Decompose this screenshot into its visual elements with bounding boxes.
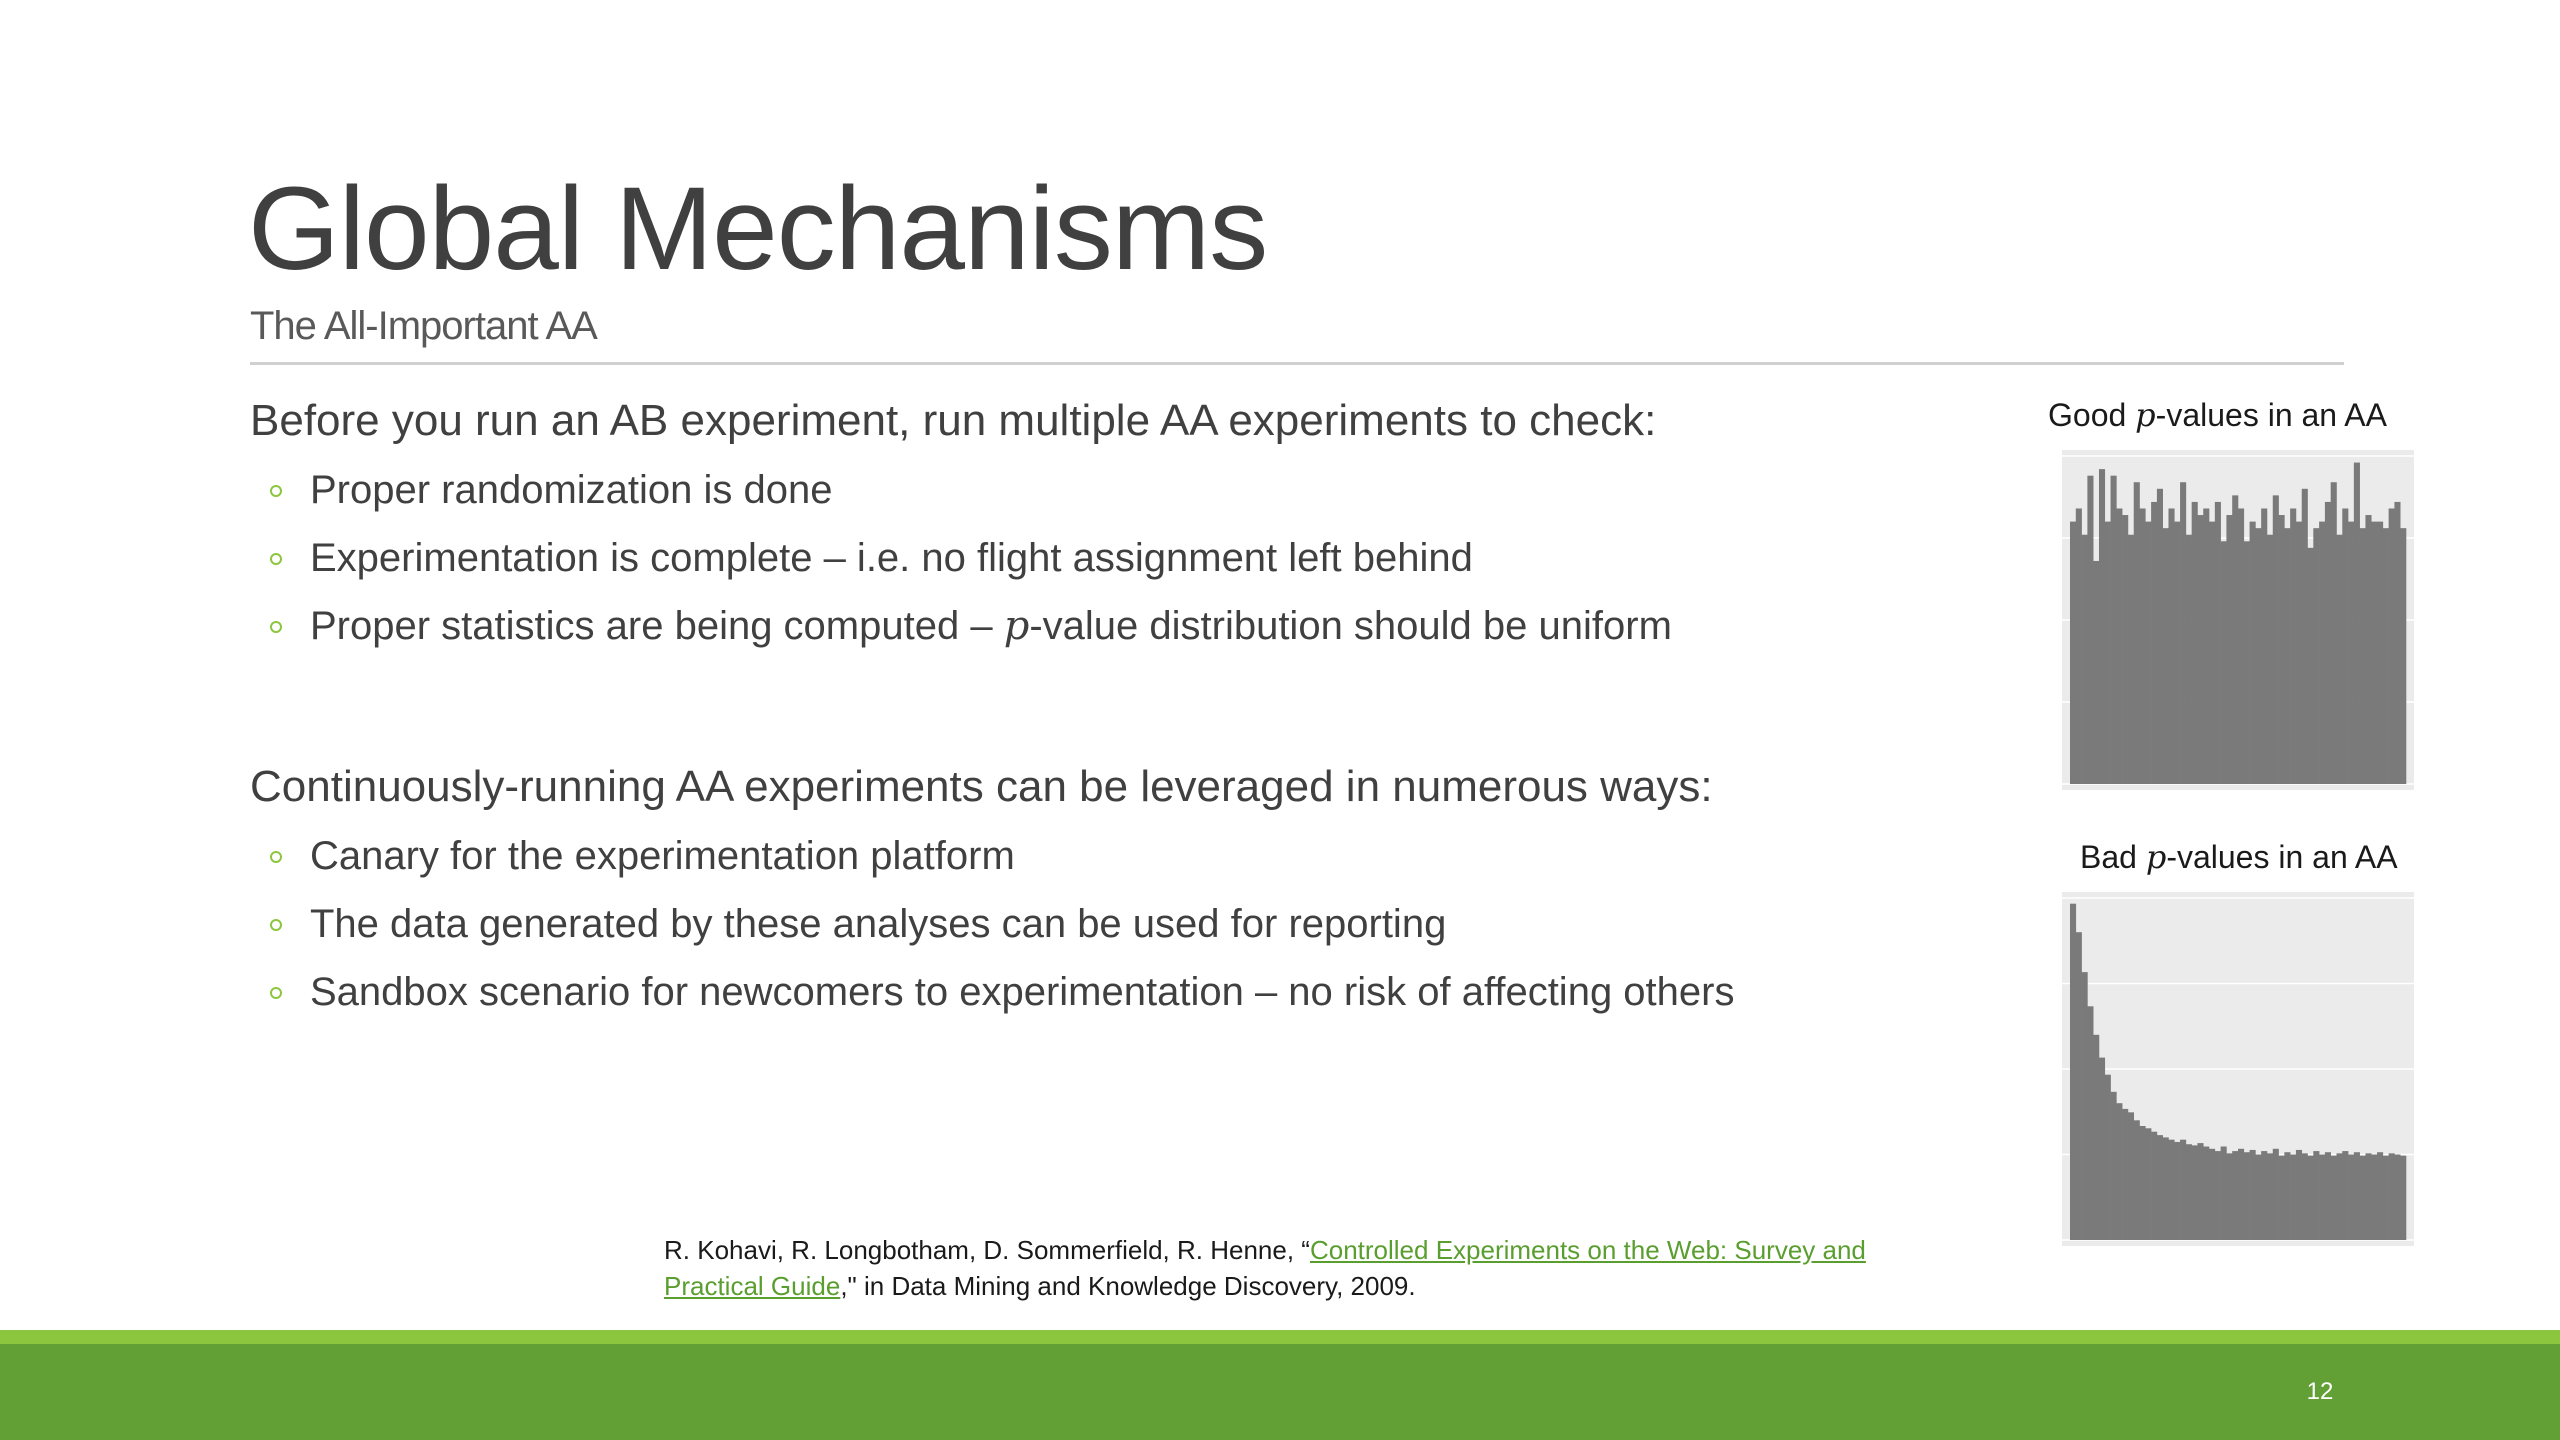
histogram-bar	[2192, 502, 2198, 784]
histogram-bar	[2232, 495, 2238, 784]
histogram-bar	[2261, 1151, 2267, 1240]
footer-bar	[0, 1344, 2560, 1440]
histogram-bar	[2134, 482, 2140, 784]
histogram-bar	[2215, 502, 2221, 784]
section2-bullet-list	[268, 822, 1734, 1026]
bullet-text: Proper randomization is done	[310, 468, 833, 512]
histogram-bar	[2151, 1132, 2157, 1240]
section1-heading: Before you run an AB experiment, run multiple AA experiments to check:	[250, 396, 1657, 445]
histogram-bar	[2140, 1126, 2146, 1240]
histogram-bar	[2371, 1155, 2377, 1241]
histogram-bar	[2145, 1128, 2151, 1240]
histogram-bar	[2116, 1103, 2122, 1240]
histogram-bar	[2261, 508, 2267, 784]
histogram-bar	[2313, 528, 2319, 784]
histogram-bar	[2151, 502, 2157, 784]
histogram-bar	[2180, 1140, 2186, 1240]
histogram-bar	[2365, 515, 2371, 784]
bullet-item	[268, 890, 1734, 958]
histogram-bar	[2128, 1112, 2134, 1240]
histogram-bar	[2082, 535, 2088, 784]
histogram-bar	[2244, 1152, 2250, 1240]
bullet-text: Proper statistics are being computed –	[310, 604, 1004, 648]
histogram-bar	[2394, 1155, 2400, 1241]
histogram-bar	[2244, 541, 2250, 784]
page-number: 12	[2306, 1378, 2334, 1405]
histogram-bar	[2180, 482, 2186, 784]
reference-citation	[664, 1232, 1924, 1304]
histogram-bar	[2354, 463, 2360, 784]
histogram-bar	[2290, 1155, 2296, 1241]
histogram-bar	[2186, 1144, 2192, 1240]
histogram-bar	[2122, 515, 2128, 784]
histogram-bar	[2255, 528, 2261, 784]
histogram-bar	[2383, 1156, 2389, 1240]
histogram-bar	[2400, 1156, 2406, 1240]
histogram-bar	[2279, 515, 2285, 784]
histogram-bar	[2168, 1140, 2174, 1240]
histogram-bar	[2226, 515, 2232, 784]
histogram-bar	[2203, 1147, 2209, 1240]
histogram-bar	[2389, 508, 2395, 784]
histogram-bar	[2157, 489, 2163, 784]
histogram-bar	[2221, 541, 2227, 784]
histogram-bar	[2250, 522, 2256, 784]
histogram-bar	[2342, 508, 2348, 784]
histogram-bar	[2319, 522, 2325, 784]
histogram-bar	[2302, 489, 2308, 784]
histogram-bar	[2140, 508, 2146, 784]
histogram-bar	[2290, 508, 2296, 784]
section2-heading: Continuously-running AA experiments can be leveraged in numerous ways:	[250, 762, 1713, 811]
histogram-bar	[2238, 1149, 2244, 1240]
bullet-circle-icon	[270, 851, 282, 863]
histogram-bar	[2336, 1153, 2342, 1240]
bullet-text: Canary for the experimentation platform	[310, 834, 1015, 878]
histogram-bar	[2296, 1150, 2302, 1240]
histogram-bar	[2099, 1058, 2105, 1240]
histogram-bar	[2267, 1153, 2273, 1240]
good-pvalues-histogram	[2036, 442, 2420, 814]
histogram-bar	[2319, 1155, 2325, 1241]
histogram-bar	[2122, 1109, 2128, 1240]
histogram-bar	[2093, 561, 2099, 784]
histogram-bar	[2394, 502, 2400, 784]
histogram-bar	[2087, 476, 2093, 784]
reference-suffix: ," in Data Mining and Knowledge Discovery, 2009.	[840, 1271, 1416, 1301]
reference-link[interactable]: Controlled Experiments on the Web: Survey and Practical Guide	[664, 1235, 1866, 1301]
histogram-bar	[2076, 508, 2082, 784]
histogram-bar	[2308, 1156, 2314, 1240]
footer-accent-bar	[0, 1330, 2560, 1344]
histogram-bar	[2331, 482, 2337, 784]
histogram-bar	[2168, 508, 2174, 784]
histogram-bar	[2099, 469, 2105, 784]
histogram-bar	[2365, 1153, 2371, 1240]
histogram-bar	[2209, 522, 2215, 784]
histogram-bar	[2157, 1135, 2163, 1240]
histogram-bar	[2273, 1149, 2279, 1240]
histogram-bar	[2221, 1147, 2227, 1240]
histogram-bar	[2197, 1143, 2203, 1240]
histogram-bar	[2400, 528, 2406, 784]
histogram-bar	[2302, 1153, 2308, 1240]
histogram-bar	[2279, 1156, 2285, 1240]
bullet-item	[268, 958, 1734, 1026]
bad-pvalues-histogram	[2036, 884, 2420, 1270]
histogram-bar	[2360, 528, 2366, 784]
histogram-bar	[2128, 535, 2134, 784]
histogram-bar	[2336, 535, 2342, 784]
histogram-bar	[2232, 1151, 2238, 1240]
histogram-bar	[2105, 1075, 2111, 1240]
histogram-bar	[2273, 495, 2279, 784]
histogram-bar	[2186, 535, 2192, 784]
reference-authors: R. Kohavi, R. Longbotham, D. Sommerfield, R. Henne, “	[664, 1235, 1310, 1265]
bullet-item	[268, 456, 1672, 524]
bullet-text: Experimentation is complete – i.e. no flight assignment left behind	[310, 536, 1473, 580]
histogram-bar	[2145, 522, 2151, 784]
bullet-text: -value distribution should be uniform	[1029, 604, 1672, 648]
bullet-item	[268, 524, 1672, 592]
histogram-bar	[2082, 972, 2088, 1240]
histogram-bar	[2255, 1155, 2261, 1241]
bullet-text: The data generated by these analyses can be used for reporting	[310, 902, 1447, 946]
bullet-circle-icon	[270, 485, 282, 497]
histogram-bar	[2076, 932, 2082, 1240]
histogram-bar	[2267, 535, 2273, 784]
good-pvalues-caption: Good p-values in an AA	[2048, 396, 2387, 434]
histogram-bar	[2093, 1035, 2099, 1240]
slide-subtitle: The All-Important AA	[250, 304, 597, 348]
histogram-bar	[2174, 1142, 2180, 1240]
histogram-bar	[2348, 522, 2354, 784]
histogram-bar	[2354, 1152, 2360, 1240]
histogram-bar	[2250, 1150, 2256, 1240]
bullet-item	[268, 592, 1672, 660]
histogram-bar	[2348, 1155, 2354, 1241]
histogram-bar	[2192, 1145, 2198, 1240]
histogram-bar	[2313, 1151, 2319, 1240]
histogram-bar	[2203, 508, 2209, 784]
histogram-bar	[2308, 548, 2314, 784]
histogram-bar	[2070, 522, 2076, 784]
bad-pvalues-caption: Bad p-values in an AA	[2080, 838, 2398, 876]
title-divider	[250, 362, 2344, 365]
histogram-bar	[2342, 1151, 2348, 1240]
histogram-bar	[2174, 522, 2180, 784]
histogram-bar	[2197, 515, 2203, 784]
histogram-bar	[2070, 904, 2076, 1240]
histogram-bar	[2389, 1153, 2395, 1240]
histogram-bar	[2377, 1152, 2383, 1240]
histogram-bar	[2284, 1152, 2290, 1240]
bullet-circle-icon	[270, 553, 282, 565]
histogram-bar	[2105, 522, 2111, 784]
histogram-bar	[2325, 1152, 2331, 1240]
histogram-bar	[2360, 1156, 2366, 1240]
p-symbol: p	[1003, 603, 1030, 649]
bullet-circle-icon	[270, 621, 282, 633]
histogram-bar	[2383, 528, 2389, 784]
bullet-circle-icon	[270, 919, 282, 931]
histogram-bar	[2377, 522, 2383, 784]
histogram-bar	[2325, 502, 2331, 784]
bullet-circle-icon	[270, 987, 282, 999]
slide-title: Global Mechanisms	[248, 163, 1268, 295]
histogram-bar	[2215, 1151, 2221, 1240]
histogram-bar	[2111, 476, 2117, 784]
histogram-bar	[2116, 508, 2122, 784]
histogram-bar	[2087, 1006, 2093, 1240]
section1-bullet-list	[268, 456, 1672, 660]
histogram-bar	[2238, 508, 2244, 784]
histogram-bar	[2209, 1149, 2215, 1240]
histogram-bar	[2331, 1156, 2337, 1240]
histogram-bar	[2296, 522, 2302, 784]
histogram-bar	[2163, 528, 2169, 784]
bullet-item	[268, 822, 1734, 890]
histogram-bar	[2163, 1137, 2169, 1240]
bullet-text: Sandbox scenario for newcomers to experimentation – no risk of affecting others	[310, 970, 1735, 1014]
histogram-bar	[2284, 528, 2290, 784]
histogram-bar	[2371, 522, 2377, 784]
histogram-bar	[2226, 1153, 2232, 1240]
histogram-bar	[2111, 1092, 2117, 1240]
histogram-bar	[2134, 1120, 2140, 1240]
